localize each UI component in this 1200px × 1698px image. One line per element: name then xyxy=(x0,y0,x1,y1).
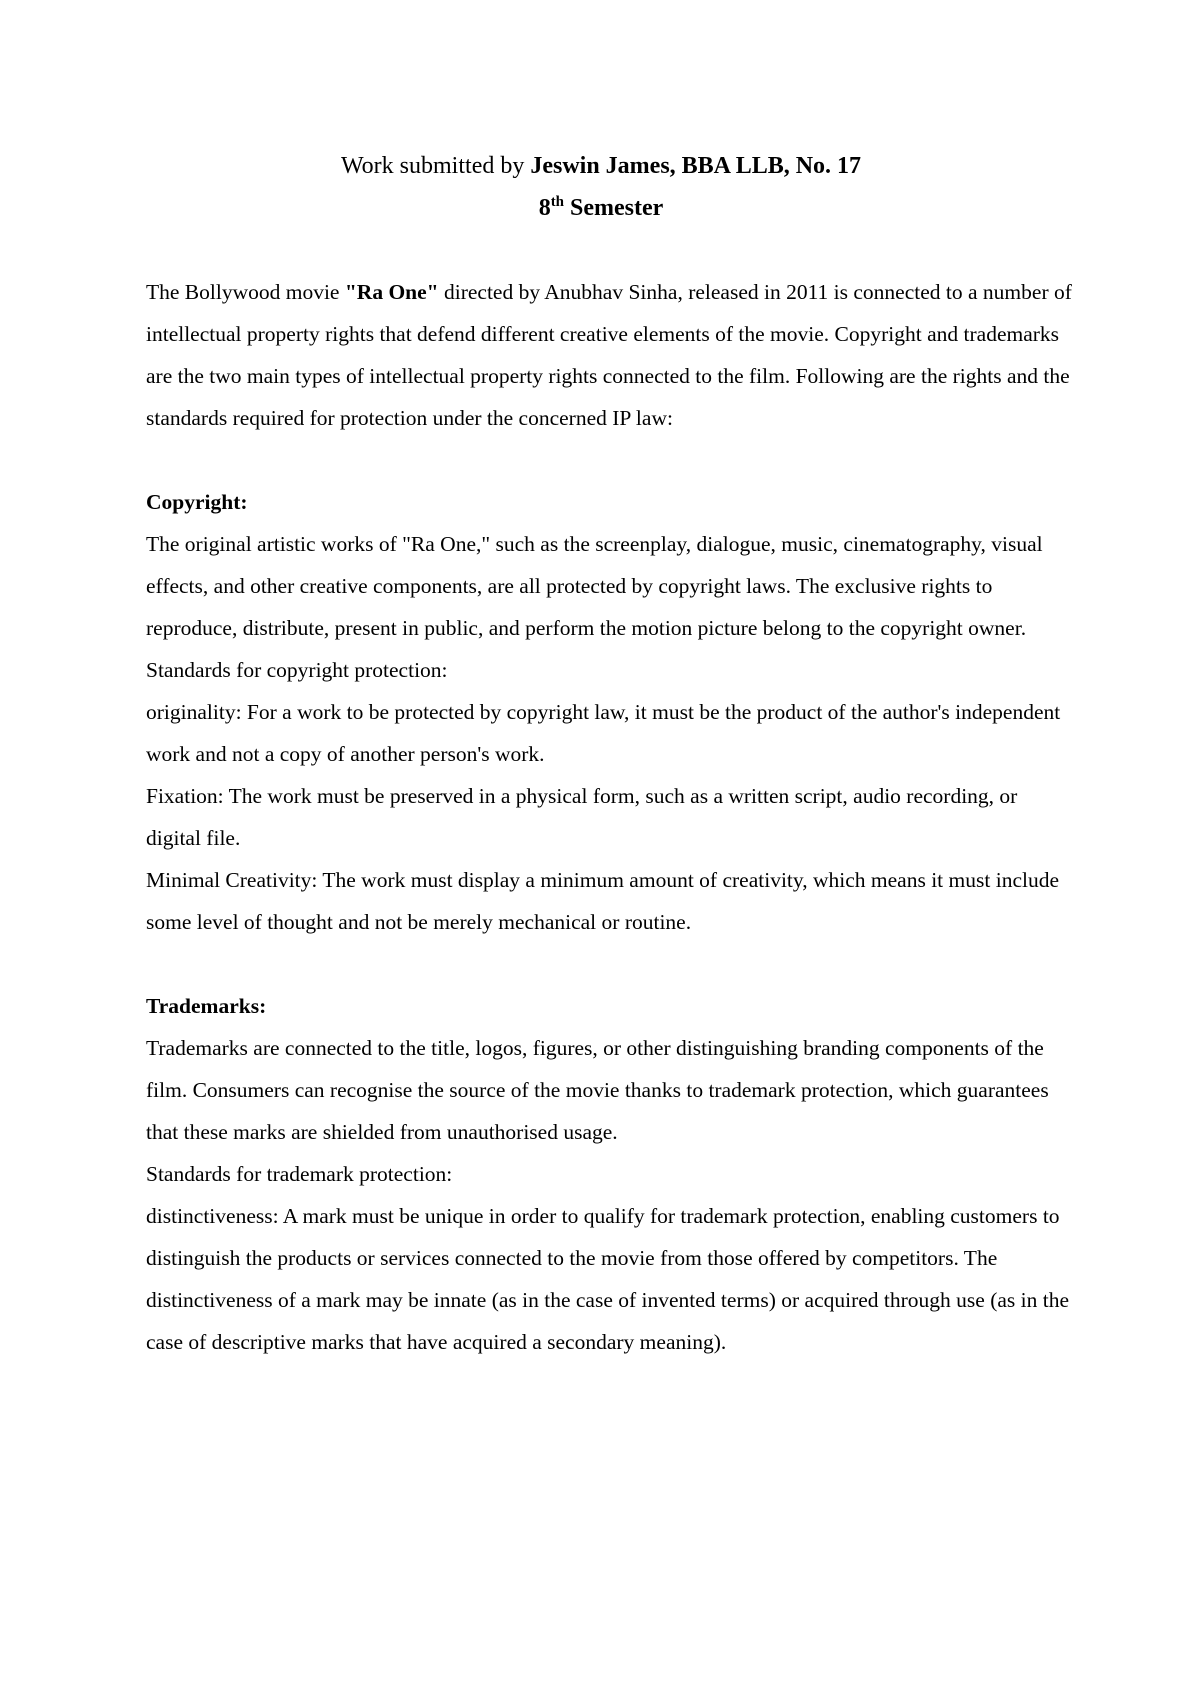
semester-line xyxy=(126,187,1076,229)
trademarks-description: Trademarks are connected to the title, logos, figures, or other distinguishing branding components of the film. Consumers can recognise the source of the movie thanks to trademark protection, which guarantees that these marks are shielded from unauthorised usage. xyxy=(146,1036,1049,1144)
copyright-standard-creativity: Minimal Creativity: The work must display a minimum amount of creativity, which means it must include some level of thought and not be merely mechanical or routine. xyxy=(146,868,1060,934)
semester-number: 8 xyxy=(538,195,551,221)
intro-part1: The Bollywood movie xyxy=(146,280,345,304)
copyright-standard-originality: originality: For a work to be protected by copyright law, it must be the product of the author's independent work and not a copy of another person's work. xyxy=(146,700,1061,766)
spacer xyxy=(146,439,1076,481)
submission-line xyxy=(126,145,1076,187)
intro-paragraph xyxy=(146,271,1076,439)
trademarks-standard-distinctiveness: distinctiveness: A mark must be unique in order to qualify for trademark protection, enabling customers to distinguish the products or services connected to the movie from those offered by competitors. The distinctiveness of a mark may be innate (as in the case of invented terms) or acquired through use (as in the case of descriptive marks that have acquired a secondary meaning). xyxy=(146,1204,1070,1354)
trademarks-heading: Trademarks: xyxy=(146,994,267,1018)
document-body xyxy=(146,145,1076,1363)
copyright-description: The original artistic works of "Ra One," such as the screenplay, dialogue, music, cinematography, visual effects, and other creative components, are all protected by copyright laws. The exclusive rights to reproduce, distribute, present in public, and perform the motion picture belong to the copyright owner. xyxy=(146,532,1043,640)
submission-prefix: Work submitted by xyxy=(340,153,531,179)
author-info: Jeswin James, BBA LLB, No. 17 xyxy=(530,153,862,179)
semester-word: Semester xyxy=(564,195,664,221)
copyright-standards-label: Standards for copyright protection: xyxy=(146,658,448,682)
copyright-standard-fixation: Fixation: The work must be preserved in a physical form, such as a written script, audio recording, or digital file. xyxy=(146,784,1018,850)
copyright-heading: Copyright: xyxy=(146,490,248,514)
spacer xyxy=(146,943,1076,985)
spacer xyxy=(146,229,1076,271)
trademarks-standards-label: Standards for trademark protection: xyxy=(146,1162,453,1186)
movie-title: "Ra One" xyxy=(344,280,439,304)
semester-superscript: th xyxy=(550,194,565,210)
intro-part2: directed by Anubhav Sinha, released in 2011 is connected to a number of intellectual property rights that defend different creative elements of the movie. Copyright and trademarks are the two main types of intellectual property rights connected to the film. Following are the rights and the standards required for protection under the concerned IP law: xyxy=(146,280,1072,430)
